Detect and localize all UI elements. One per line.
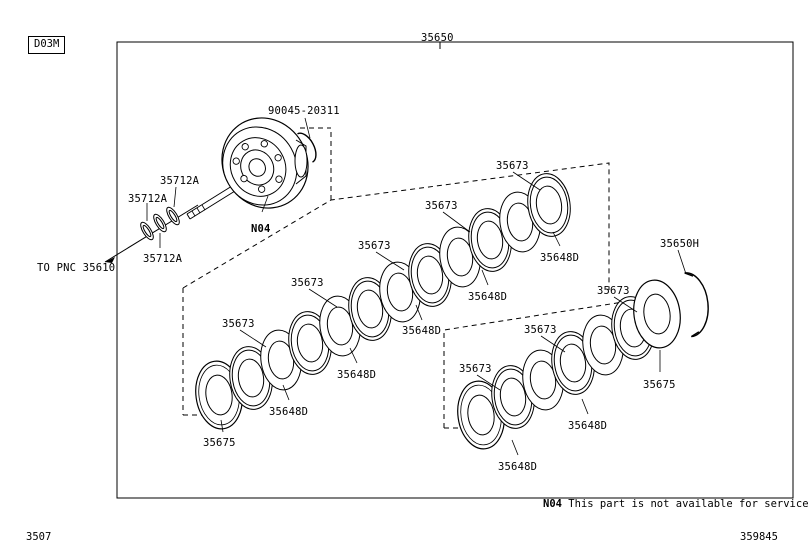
footnote-marker: N04 xyxy=(543,498,562,510)
page-number-left: 3507 xyxy=(26,531,52,543)
to-pnc-prefix: TO PNC xyxy=(37,262,77,274)
marker-35712a-left: 35712A xyxy=(128,193,168,205)
marker-35648d-g: 35648D xyxy=(498,461,538,473)
marker-35648d-b: 35648D xyxy=(468,291,508,303)
marker-35673-f: 35673 xyxy=(597,285,630,297)
marker-35673-e: 35673 xyxy=(222,318,255,330)
callout-35650: 35650 xyxy=(421,32,454,44)
marker-35673-a: 35673 xyxy=(496,160,529,172)
marker-35650h: 35650H xyxy=(660,238,700,250)
marker-35673-g: 35673 xyxy=(524,324,557,336)
footnote-text: This part is not available for service xyxy=(568,498,809,510)
marker-35648d-c: 35648D xyxy=(402,325,442,337)
marker-35673-c: 35673 xyxy=(358,240,391,252)
marker-90045-20311: 90045-20311 xyxy=(268,105,340,117)
marker-35673-d: 35673 xyxy=(291,277,324,289)
marker-35648d-e: 35648D xyxy=(269,406,309,418)
snap-ring-35650h-shape xyxy=(685,271,712,337)
marker-35712a-bottom: 35712A xyxy=(143,253,183,265)
to-pnc-number: 35610 xyxy=(82,262,116,274)
marker-35675-right: 35675 xyxy=(643,379,676,391)
input-shaft-assembly xyxy=(138,102,324,241)
marker-35673-h: 35673 xyxy=(459,363,492,375)
code-box-label: D03M xyxy=(34,38,60,50)
to-pnc-label xyxy=(37,262,115,274)
marker-35675-left: 35675 xyxy=(203,437,236,449)
code-box-d03m xyxy=(28,36,65,54)
footnote xyxy=(543,498,809,510)
marker-n04: N04 xyxy=(251,223,271,235)
marker-35648d-a: 35648D xyxy=(540,252,580,264)
marker-35648d-f: 35648D xyxy=(568,420,608,432)
marker-35712a-top: 35712A xyxy=(160,175,200,187)
marker-35673-b: 35673 xyxy=(425,200,458,212)
page-number-right: 359845 xyxy=(740,531,778,543)
marker-35648d-d: 35648D xyxy=(337,369,377,381)
